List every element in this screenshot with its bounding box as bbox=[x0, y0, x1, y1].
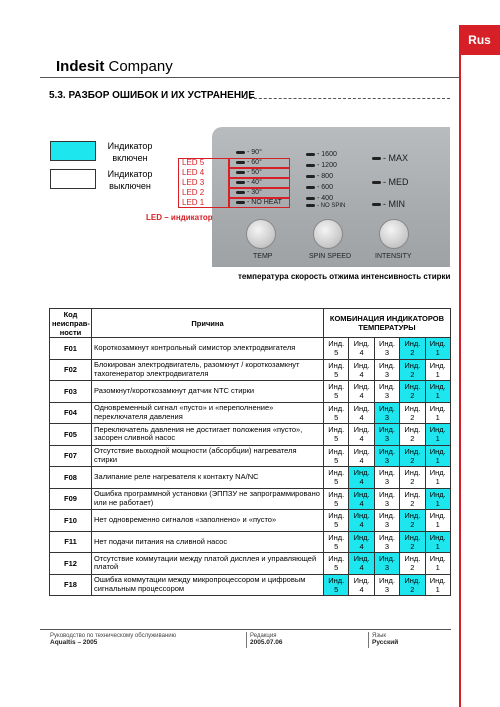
legend-off-swatch bbox=[50, 169, 96, 189]
brand-bold: Indesit bbox=[56, 58, 105, 75]
error-cause: Отсутствие коммутации между платой дисплея и управляющей платой bbox=[92, 553, 324, 575]
table-row bbox=[50, 424, 451, 446]
error-cause: Блокирован электродвигатель, разомкнут / короткозамкнут тахогенератор электродвигателя bbox=[92, 359, 324, 381]
legend-off-text: Индикатор выключен bbox=[107, 169, 153, 191]
indicator-cell: Инд. 4 bbox=[349, 445, 374, 467]
indicator-cell: Инд. 2 bbox=[400, 381, 425, 403]
indicator-cell: Инд. 5 bbox=[324, 488, 349, 510]
error-cause: Короткозамкнут контрольный симистор электродвигателя bbox=[92, 338, 324, 360]
error-code: F03 bbox=[50, 381, 92, 403]
led-3-label: LED 3 bbox=[182, 178, 205, 187]
temp-60-row: - 60° bbox=[236, 159, 262, 166]
indicator-cell: Инд. 1 bbox=[425, 488, 450, 510]
indicator-cell: Инд. 5 bbox=[324, 338, 349, 360]
indicator-cell: Инд. 3 bbox=[374, 402, 399, 424]
led-dot bbox=[372, 157, 381, 160]
led-1-label: LED 1 bbox=[182, 198, 205, 207]
indicator-cell: Инд. 1 bbox=[425, 381, 450, 403]
indicator-cell: Инд. 2 bbox=[400, 510, 425, 532]
indicator-cell: Инд. 1 bbox=[425, 338, 450, 360]
led-dot bbox=[306, 197, 315, 200]
indicator-cell: Инд. 2 bbox=[400, 402, 425, 424]
led-dot bbox=[306, 164, 315, 167]
indicator-cell: Инд. 1 bbox=[425, 553, 450, 575]
led-5-highlight bbox=[228, 158, 290, 168]
footer-edition-label: Редакция bbox=[250, 633, 277, 639]
spin-600-row: - 600 bbox=[306, 184, 333, 191]
led-dot bbox=[306, 153, 315, 156]
section-title: 5.3. РАЗБОР ОШИБОК И ИХ УСТРАНЕНИЕ bbox=[49, 90, 255, 101]
spin-knob-icon bbox=[313, 219, 343, 249]
indicator-cell: Инд. 5 bbox=[324, 402, 349, 424]
table-row bbox=[50, 510, 451, 532]
indicator-cell: Инд. 5 bbox=[324, 510, 349, 532]
indicator-cell: Инд. 4 bbox=[349, 488, 374, 510]
indicator-cell: Инд. 2 bbox=[400, 338, 425, 360]
error-code: F07 bbox=[50, 445, 92, 467]
footer-manual-label: Руководство по техническому обслуживанию bbox=[50, 633, 177, 639]
indicator-cell: Инд. 4 bbox=[349, 402, 374, 424]
error-code: F10 bbox=[50, 510, 92, 532]
error-cause: Одновременный сигнал «пусто» и «переполнение» переключателя давления bbox=[92, 402, 324, 424]
temp-90-row: - 90° bbox=[236, 149, 262, 156]
legend-on-swatch bbox=[50, 141, 96, 161]
indicator-cell: Инд. 3 bbox=[374, 510, 399, 532]
header-cause: Причина bbox=[92, 309, 324, 338]
led-dot bbox=[236, 151, 245, 154]
led-2-label: LED 2 bbox=[182, 188, 205, 197]
header-divider bbox=[40, 77, 459, 78]
footer-manual bbox=[50, 633, 176, 646]
intensity-min-row: - MIN bbox=[372, 199, 405, 209]
table-body bbox=[50, 338, 451, 596]
table-header-row bbox=[50, 309, 451, 338]
indicator-cell: Инд. 4 bbox=[349, 381, 374, 403]
temp-50-row: - 50° bbox=[236, 169, 262, 176]
table-row bbox=[50, 467, 451, 489]
indicator-cell: Инд. 1 bbox=[425, 359, 450, 381]
error-code: F05 bbox=[50, 424, 92, 446]
indicator-cell: Инд. 3 bbox=[374, 359, 399, 381]
indicator-cell: Инд. 3 bbox=[374, 338, 399, 360]
temp-noheat-row: - NO HEAT bbox=[236, 199, 282, 206]
indicator-cell: Инд. 2 bbox=[400, 553, 425, 575]
error-cause: Разомкнут/короткозамкнут датчик NTC стирки bbox=[92, 381, 324, 403]
indicator-cell: Инд. 2 bbox=[400, 424, 425, 446]
error-code: F11 bbox=[50, 531, 92, 553]
indicator-cell: Инд. 1 bbox=[425, 445, 450, 467]
table-row bbox=[50, 445, 451, 467]
error-cause: Отсутствие выходной мощности (абсорбции) нагревателя стирки bbox=[92, 445, 324, 467]
indicator-cell: Инд. 3 bbox=[374, 488, 399, 510]
temp-knob-icon bbox=[246, 219, 276, 249]
led-dot bbox=[306, 175, 315, 178]
spin-nospin-row: - NO SPIN bbox=[306, 203, 345, 209]
language-tab: Rus bbox=[459, 25, 500, 55]
indicator-cell: Инд. 5 bbox=[324, 381, 349, 403]
error-code: F04 bbox=[50, 402, 92, 424]
intensity-knob-icon bbox=[379, 219, 409, 249]
indicator-cell: Инд. 3 bbox=[374, 424, 399, 446]
indicator-cell: Инд. 3 bbox=[374, 445, 399, 467]
brand-title bbox=[56, 58, 173, 75]
indicator-cell: Инд. 2 bbox=[400, 445, 425, 467]
error-code: F02 bbox=[50, 359, 92, 381]
table-row bbox=[50, 381, 451, 403]
intensity-med-row: - MED bbox=[372, 177, 409, 187]
intensity-max-row: - MAX bbox=[372, 153, 408, 163]
indicator-cell: Инд. 5 bbox=[324, 424, 349, 446]
indicator-cell: Инд. 4 bbox=[349, 553, 374, 575]
led-dot bbox=[372, 203, 381, 206]
led-1-highlight bbox=[228, 198, 290, 208]
section-dash-rule bbox=[244, 98, 450, 99]
table-row bbox=[50, 338, 451, 360]
footer-language-value: Русский bbox=[372, 639, 399, 646]
indicator-cell: Инд. 5 bbox=[324, 467, 349, 489]
indicator-cell: Инд. 4 bbox=[349, 531, 374, 553]
led-dot bbox=[306, 186, 315, 189]
footer-separator bbox=[368, 632, 369, 648]
indicator-cell: Инд. 5 bbox=[324, 531, 349, 553]
indicator-cell: Инд. 2 bbox=[400, 359, 425, 381]
spin-800-row: - 800 bbox=[306, 173, 333, 180]
indicator-cell: Инд. 4 bbox=[349, 424, 374, 446]
led-4-label: LED 4 bbox=[182, 168, 205, 177]
led-caption: LED – индикатор bbox=[146, 213, 213, 222]
indicator-cell: Инд. 1 bbox=[425, 402, 450, 424]
header-combo: КОМБИНАЦИЯ ИНДИКАТОРОВ ТЕМПЕРАТУРЫ bbox=[324, 309, 451, 338]
indicator-cell: Инд. 3 bbox=[374, 553, 399, 575]
indicator-cell: Инд. 4 bbox=[349, 359, 374, 381]
led-2-highlight bbox=[228, 188, 290, 198]
error-code: F09 bbox=[50, 488, 92, 510]
temp-40-row: - 40° bbox=[236, 179, 262, 186]
temp-button-label: TEMP bbox=[253, 253, 273, 260]
table-row bbox=[50, 531, 451, 553]
led-4-highlight bbox=[228, 168, 290, 178]
error-code: F18 bbox=[50, 574, 92, 596]
indicator-cell: Инд. 1 bbox=[425, 424, 450, 446]
footer-language-label: Язык bbox=[372, 633, 387, 639]
footer-edition-value: 2005.07.06 bbox=[250, 639, 283, 646]
table-row bbox=[50, 402, 451, 424]
indicator-cell: Инд. 5 bbox=[324, 445, 349, 467]
indicator-cell: Инд. 5 bbox=[324, 574, 349, 596]
footer-edition bbox=[250, 633, 283, 646]
error-table bbox=[49, 308, 451, 596]
indicator-cell: Инд. 2 bbox=[400, 488, 425, 510]
indicator-cell: Инд. 3 bbox=[374, 574, 399, 596]
error-cause: Ошибка коммутации между микропроцессором и цифровым сигнальным процессором bbox=[92, 574, 324, 596]
error-code: F01 bbox=[50, 338, 92, 360]
table-row bbox=[50, 488, 451, 510]
brand-regular: Company bbox=[104, 58, 173, 75]
indicator-cell: Инд. 1 bbox=[425, 510, 450, 532]
indicator-cell: Инд. 3 bbox=[374, 531, 399, 553]
indicator-cell: Инд. 4 bbox=[349, 574, 374, 596]
page-edge-rule bbox=[459, 55, 461, 707]
error-cause: Залипание реле нагревателя к контакту NA/NC bbox=[92, 467, 324, 489]
indicator-cell: Инд. 1 bbox=[425, 574, 450, 596]
indicator-cell: Инд. 2 bbox=[400, 574, 425, 596]
error-cause: Ошибка программной установки (ЭППЗУ не запрограммировано или не работает) bbox=[92, 488, 324, 510]
indicator-cell: Инд. 1 bbox=[425, 531, 450, 553]
error-code: F08 bbox=[50, 467, 92, 489]
footer-divider bbox=[40, 629, 451, 630]
led-dot bbox=[372, 181, 381, 184]
footer-manual-value: Aqualtis – 2005 bbox=[50, 639, 98, 646]
error-code: F12 bbox=[50, 553, 92, 575]
table-row bbox=[50, 359, 451, 381]
temp-30-row: - 30° bbox=[236, 189, 262, 196]
error-cause: Нет одновременно сигналов «заполнено» и «пусто» bbox=[92, 510, 324, 532]
indicator-cell: Инд. 5 bbox=[324, 553, 349, 575]
panel-caption: температура скорость отжима интенсивность стирки bbox=[238, 272, 451, 281]
indicator-cell: Инд. 5 bbox=[324, 359, 349, 381]
spin-1200-row: - 1200 bbox=[306, 162, 337, 169]
legend-on-text: Индикатор включен bbox=[107, 141, 153, 163]
indicator-cell: Инд. 4 bbox=[349, 338, 374, 360]
led-dot bbox=[306, 204, 315, 207]
indicator-cell: Инд. 1 bbox=[425, 467, 450, 489]
intensity-button-label: INTENSITY bbox=[375, 253, 412, 260]
table-row bbox=[50, 574, 451, 596]
indicator-cell: Инд. 2 bbox=[400, 467, 425, 489]
error-cause: Переключатель давления не достигает положения «пусто», засорен сливной насос bbox=[92, 424, 324, 446]
indicator-cell: Инд. 3 bbox=[374, 381, 399, 403]
indicator-cell: Инд. 3 bbox=[374, 467, 399, 489]
led-5-label: LED 5 bbox=[182, 158, 205, 167]
footer-separator bbox=[246, 632, 247, 648]
indicator-cell: Инд. 4 bbox=[349, 467, 374, 489]
error-cause: Нет подачи питания на сливной насос bbox=[92, 531, 324, 553]
indicator-cell: Инд. 4 bbox=[349, 510, 374, 532]
spin-button-label: SPIN SPEED bbox=[309, 253, 352, 260]
header-code: Код неисправ-ности bbox=[50, 309, 92, 338]
footer-language bbox=[372, 633, 398, 646]
spin-1600-row: - 1600 bbox=[306, 151, 337, 158]
led-3-highlight bbox=[228, 178, 290, 188]
spin-400-row: - 400 bbox=[306, 195, 333, 202]
indicator-cell: Инд. 2 bbox=[400, 531, 425, 553]
table-row bbox=[50, 553, 451, 575]
